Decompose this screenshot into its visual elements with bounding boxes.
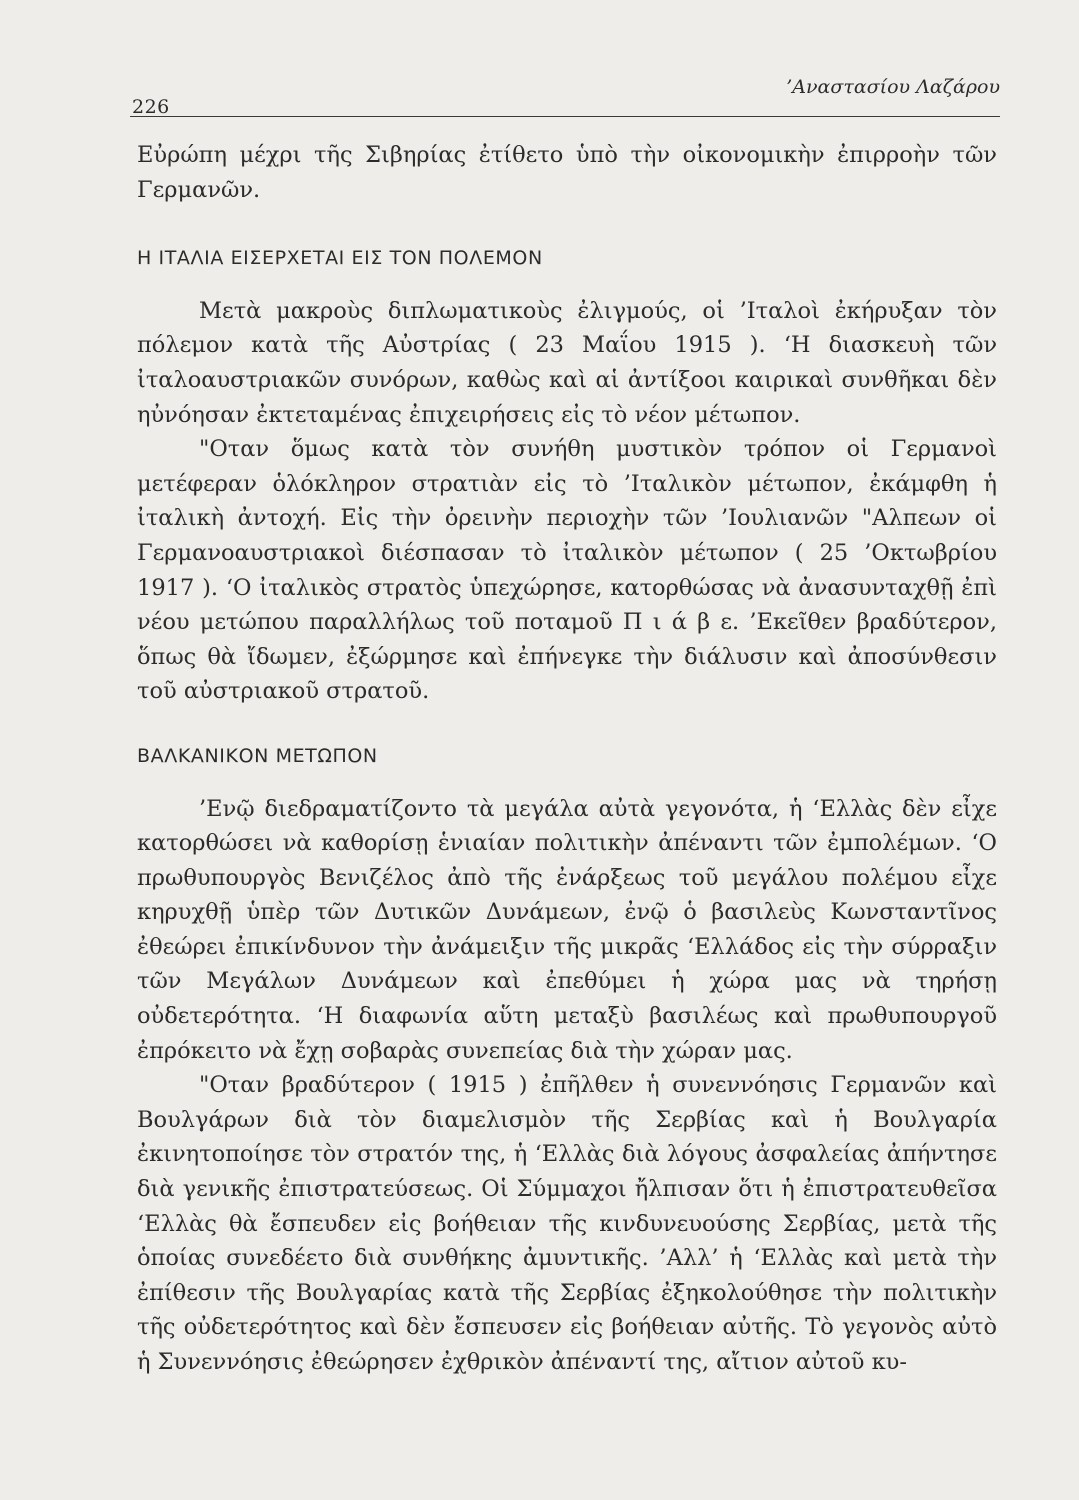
running-head: ’Αναστασίου Λαζάρου xyxy=(786,76,1000,98)
section-heading-italy: Η ΙΤΑΛΙΑ ΕΙΣΕΡΧΕΤΑΙ ΕΙΣ ΤΟΝ ΠΟΛΕΜΟΝ xyxy=(137,247,543,270)
body-text xyxy=(137,138,997,1380)
page-header xyxy=(130,72,1000,116)
paragraph-continuation: Εὐρώπη μέχρι τῆς Σιβηρίας ἐτίθετο ὑπὸ τὴν οἰκονομικὴν ἐπιρροὴν τῶν Γερμανῶν. xyxy=(137,142,997,203)
paragraph-italy-2: "Οταν ὅμως κατὰ τὸν συνήθη μυστικὸν τρόπον οἱ Γερμανοὶ μετέφεραν ὁλόκληρον στρατιὰν εἰς τὸ ’Ιταλικὸν μέτωπον, ἐκάμφθη ἡ ἰταλικὴ ἀντοχή. Εἰς τὴν ὀρεινὴν περιοχὴν τῶν ’Ιουλιανῶν "Αλπεων οἱ Γερμανοαυστριακοὶ διέσπασαν τὸ ἰταλικὸν μέτωπον ( 25 ’Οκτωβρίου 1917 ). ‘Ο ἰταλικὸς στρατὸς ὑπεχώρησε, κατορθώσας νὰ ἀνασυνταχθῇ ἐπὶ νέου μετώπου παραλλήλως τοῦ ποταμοῦ Π ι ά β ε. ’Εκεῖθεν βραδύτερον, ὅπως θὰ ἴδωμεν, ἐξώρμησε καὶ ἐπήνεγκε τὴν διάλυσιν καὶ ἀποσύνθεσιν τοῦ αὐστριακοῦ στρατοῦ. xyxy=(137,436,997,705)
paragraph-balkan-1: ’Ενῷ διεδραματίζοντο τὰ μεγάλα αὐτὰ γεγονότα, ἡ ‘Ελλὰς δὲν εἶχε κατορθώσει νὰ καθορίσῃ ἑνιαίαν πολιτικὴν ἀπέναντι τῶν ἐμπολέμων. ‘Ο πρωθυπουργὸς Βενιζέλος ἀπὸ τῆς ἐνάρξεως τοῦ μεγάλου πολέμου εἶχε κηρυχθῇ ὑπὲρ τῶν Δυτικῶν Δυνάμεων, ἐνῷ ὁ βασιλεὺς Κωνσταντῖνος ἐθεώρει ἐπικίνδυνον τὴν ἀνάμειξιν τῆς μικρᾶς ‘Ελλάδος εἰς τὴν σύρραξιν τῶν Μεγάλων Δυνάμεων καὶ ἐπεθύμει ἡ χώρα μας νὰ τηρήσῃ οὐδετερότητα. ‘Η διαφωνία αὕτη μεταξὺ βασιλέως καὶ πρωθυπουργοῦ ἐπρόκειτο νὰ ἔχῃ σοβαρὰς συνεπείας διὰ τὴν χώραν μας. xyxy=(137,795,997,1064)
page-number: 226 xyxy=(132,96,170,118)
paragraph-italy-1: Μετὰ μακροὺς διπλωματικοὺς ἐλιγμούς, οἱ ’Ιταλοὶ ἐκήρυξαν τὸν πόλεμον κατὰ τῆς Αὐστρίας ( 23 Μαΐου 1915 ). ‘Η διασκευὴ τῶν ἰταλοαυστριακῶν συνόρων, καθὼς καὶ αἱ ἀντίξοοι καιρικαὶ συνθῆκαι δὲν ηὐνόησαν ἐκτεταμένας ἐπιχειρήσεις εἰς τὸ νέον μέτωπον. xyxy=(137,297,997,428)
section-heading-balkan: ΒΑΛΚΑΝΙΚΟΝ ΜΕΤΩΠΟΝ xyxy=(137,744,378,767)
header-rule xyxy=(130,116,1000,117)
paragraph-balkan-2: "Οταν βραδύτερον ( 1915 ) ἐπῆλθεν ἡ συνεννόησις Γερμανῶν καὶ Βουλγάρων διὰ τὸν διαμελισμὸν τῆς Σερβίας καὶ ἡ Βουλγαρία ἐκινητοποίησε τὸν στρατόν της, ἡ ‘Ελλὰς διὰ λόγους ἀσφαλείας ἀπήντησε διὰ γενικῆς ἐπιστρατεύσεως. Οἱ Σύμμαχοι ἤλπισαν ὅτι ἡ ἐπιστρατευθεῖσα ‘Ελλὰς θὰ ἔσπευδεν εἰς βοήθειαν τῆς κινδυνευούσης Σερβίας, μετὰ τῆς ὁποίας συνεδέετο διὰ συνθήκης ἀμυντικῆς. ’Αλλ’ ἡ ‘Ελλὰς καὶ μετὰ τὴν ἐπίθεσιν τῆς Βουλγαρίας κατὰ τῆς Σερβίας ἐξηκολούθησε τὴν πολιτικὴν τῆς οὐδετερότητος καὶ δὲν ἔσπευσεν εἰς βοήθειαν αὐτῆς. Τὸ γεγονὸς αὐτὸ ἡ Συνεννόησις ἐθεώρησεν ἐχθρικὸν ἀπέναντί της, αἴτιον αὐτοῦ κυ- xyxy=(137,1072,997,1375)
